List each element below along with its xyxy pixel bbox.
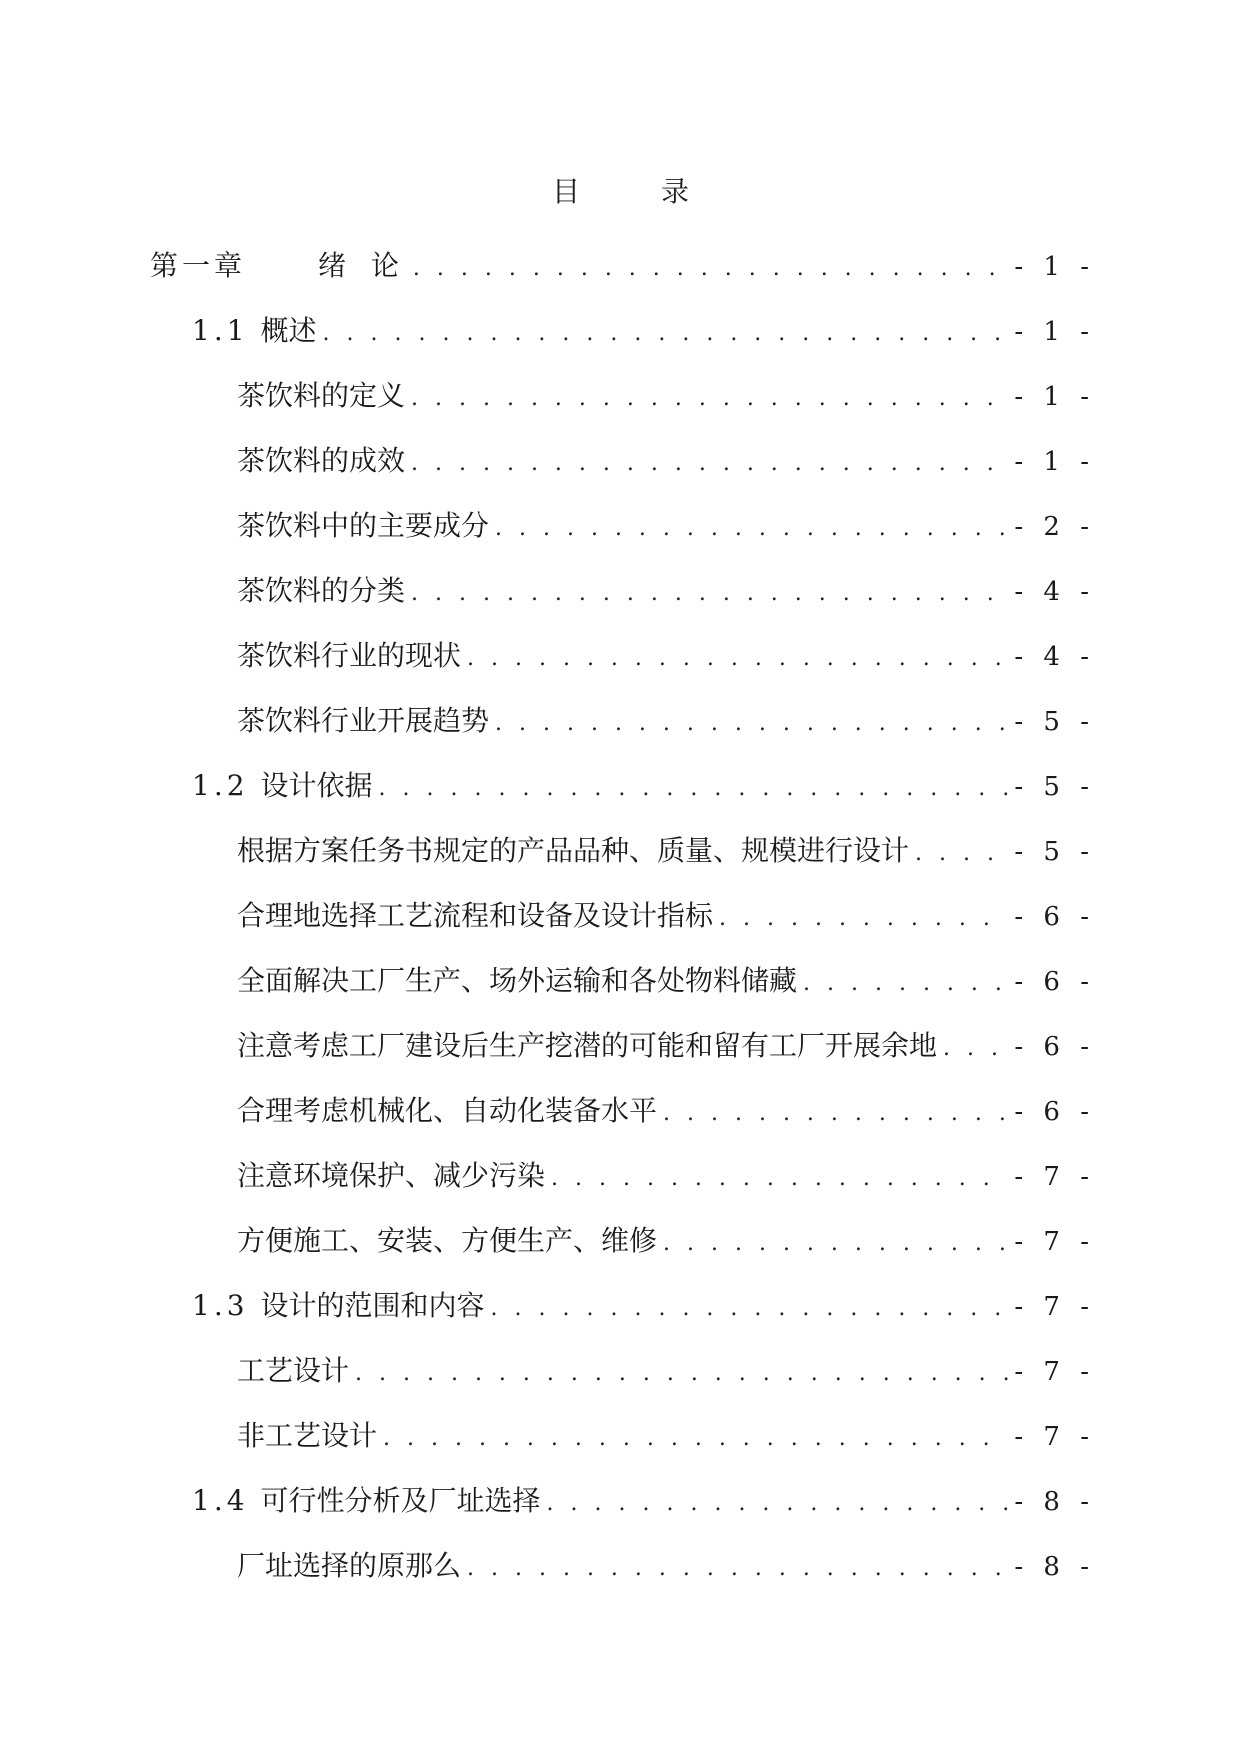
- toc-entry-label: [237, 1078, 657, 1143]
- toc-entry-label: [237, 558, 405, 623]
- toc-page-number: - 8 -: [1014, 1552, 1095, 1582]
- toc-entry-label: [237, 1208, 657, 1273]
- toc-leader-dots: [411, 561, 1008, 626]
- toc-entry[interactable]: [150, 1208, 1095, 1273]
- toc-entry-text: 注意考虑工厂建设后生产挖潜的可能和留有工厂开展余地: [237, 1029, 938, 1062]
- toc-leader-dots: [413, 236, 1008, 301]
- toc-page-number: - 5 -: [1014, 772, 1095, 802]
- toc-entry[interactable]: [150, 1533, 1095, 1598]
- toc-entry[interactable]: [150, 558, 1095, 623]
- toc-entry-label: [237, 1533, 461, 1598]
- toc-entry-label: [237, 1403, 377, 1468]
- toc-entry[interactable]: [150, 623, 1095, 688]
- toc-entry[interactable]: [150, 1273, 1095, 1338]
- toc-page-number: - 6 -: [1014, 902, 1095, 932]
- toc-entry[interactable]: [150, 363, 1095, 428]
- toc-entry-number: 1.2: [192, 769, 249, 802]
- toc-entry-label: [237, 363, 405, 428]
- toc-entry-text: 概述: [260, 314, 317, 347]
- toc-entry-text: 可行性分析及厂址选择: [260, 1484, 541, 1517]
- toc-entry-label: [237, 688, 489, 753]
- toc-entry[interactable]: [150, 1338, 1095, 1403]
- toc-leader-dots: [411, 431, 1008, 496]
- toc-entry-label: [237, 1013, 937, 1078]
- toc-entry-number: 第一章: [150, 249, 247, 282]
- page-title: 目 录: [552, 175, 725, 208]
- toc-leader-dots: [719, 886, 1008, 951]
- toc-entry[interactable]: [150, 298, 1095, 363]
- toc-page-number: - 6 -: [1014, 967, 1095, 997]
- toc-page-number: - 7 -: [1014, 1227, 1095, 1257]
- toc-page-number: - 7 -: [1014, 1357, 1095, 1387]
- toc-entry[interactable]: [150, 688, 1095, 753]
- toc-entry[interactable]: [150, 1013, 1095, 1078]
- toc-entry-text: 合理地选择工艺流程和设备及设计指标: [237, 899, 714, 932]
- toc-page-number: - 4 -: [1014, 642, 1095, 672]
- toc-entry-text: 合理考虑机械化、自动化装备水平: [237, 1094, 658, 1127]
- toc-page-number: - 7 -: [1014, 1292, 1095, 1322]
- toc-entry-text: 根据方案任务书规定的产品品种、质量、规模进行设计: [237, 834, 910, 867]
- toc-entry-label: [237, 1143, 545, 1208]
- toc-entry-label: [237, 948, 797, 1013]
- toc-leader-dots: [547, 1471, 1009, 1536]
- toc-entry[interactable]: [150, 1143, 1095, 1208]
- toc-entry-text: 茶饮料的成效: [237, 444, 406, 477]
- toc-entry[interactable]: [150, 1468, 1095, 1533]
- toc-page-number: - 6 -: [1014, 1097, 1095, 1127]
- toc-entry-text: 非工艺设计: [237, 1419, 378, 1452]
- table-of-contents: [150, 233, 1095, 1598]
- toc-entry-label: [192, 1468, 541, 1533]
- toc-entry[interactable]: [150, 233, 1095, 298]
- toc-leader-dots: [323, 301, 1009, 366]
- toc-leader-dots: [491, 1276, 1009, 1341]
- toc-page-number: - 6 -: [1014, 1032, 1095, 1062]
- toc-leader-dots: [411, 366, 1008, 431]
- toc-entry-text: 茶饮料的定义: [237, 379, 406, 412]
- toc-leader-dots: [663, 1081, 1008, 1146]
- toc-entry-number: 1.1: [192, 314, 249, 347]
- toc-entry-label: [237, 818, 909, 883]
- toc-page-number: - 1 -: [1014, 252, 1095, 282]
- toc-entry-text: 绪 论: [318, 249, 407, 282]
- toc-entry-text: 厂址选择的原那么: [237, 1549, 462, 1582]
- toc-page-number: - 5 -: [1014, 837, 1095, 867]
- toc-leader-dots: [467, 1536, 1008, 1601]
- toc-entry[interactable]: [150, 1078, 1095, 1143]
- toc-entry-text: 茶饮料行业的现状: [237, 639, 462, 672]
- toc-entry[interactable]: [150, 948, 1095, 1013]
- toc-leader-dots: [379, 756, 1009, 821]
- toc-leader-dots: [383, 1406, 1008, 1471]
- toc-page-number: - 1 -: [1014, 382, 1095, 412]
- toc-entry-label: [192, 298, 317, 363]
- toc-entry-label: [192, 1273, 485, 1338]
- toc-page-number: - 5 -: [1014, 707, 1095, 737]
- toc-leader-dots: [915, 821, 1008, 886]
- toc-entry-text: 设计的范围和内容: [260, 1289, 485, 1322]
- toc-page-number: - 1 -: [1014, 447, 1095, 477]
- toc-leader-dots: [943, 1016, 1008, 1081]
- toc-entry[interactable]: [150, 753, 1095, 818]
- toc-entry[interactable]: [150, 1403, 1095, 1468]
- toc-entry-text: 茶饮料行业开展趋势: [237, 704, 490, 737]
- toc-entry-number: 1.3: [192, 1289, 249, 1322]
- toc-leader-dots: [663, 1211, 1008, 1276]
- toc-page-number: - 2 -: [1014, 512, 1095, 542]
- toc-entry-label: [237, 428, 405, 493]
- toc-page-number: - 7 -: [1014, 1162, 1095, 1192]
- toc-leader-dots: [495, 691, 1008, 756]
- toc-entry-text: 方便施工、安装、方便生产、维修: [237, 1224, 658, 1257]
- toc-entry[interactable]: [150, 493, 1095, 558]
- toc-entry-text: 茶饮料中的主要成分: [237, 509, 490, 542]
- toc-page-number: - 1 -: [1014, 317, 1095, 347]
- toc-entry-label: [237, 623, 461, 688]
- toc-entry-label: [237, 493, 489, 558]
- toc-entry-number: 1.4: [192, 1484, 249, 1517]
- toc-leader-dots: [467, 626, 1008, 691]
- toc-entry-text: 注意环境保护、减少污染: [237, 1159, 546, 1192]
- toc-entry[interactable]: [150, 428, 1095, 493]
- toc-entry-text: 茶饮料的分类: [237, 574, 406, 607]
- toc-entry-text: 工艺设计: [237, 1354, 350, 1387]
- toc-page-number: - 8 -: [1014, 1487, 1095, 1517]
- toc-entry-text: 设计依据: [260, 769, 373, 802]
- toc-leader-dots: [551, 1146, 1008, 1211]
- toc-entry-label: [150, 233, 407, 298]
- toc-entry[interactable]: [150, 883, 1095, 948]
- toc-leader-dots: [355, 1341, 1008, 1406]
- toc-entry-text: 全面解决工厂生产、场外运输和各处物料储藏: [237, 964, 798, 997]
- toc-leader-dots: [803, 951, 1008, 1016]
- toc-entry[interactable]: [150, 818, 1095, 883]
- toc-entry-label: [237, 883, 713, 948]
- toc-page-number: - 7 -: [1014, 1422, 1095, 1452]
- toc-leader-dots: [495, 496, 1008, 561]
- toc-entry-label: [192, 753, 373, 818]
- toc-page-number: - 4 -: [1014, 577, 1095, 607]
- toc-entry-label: [237, 1338, 349, 1403]
